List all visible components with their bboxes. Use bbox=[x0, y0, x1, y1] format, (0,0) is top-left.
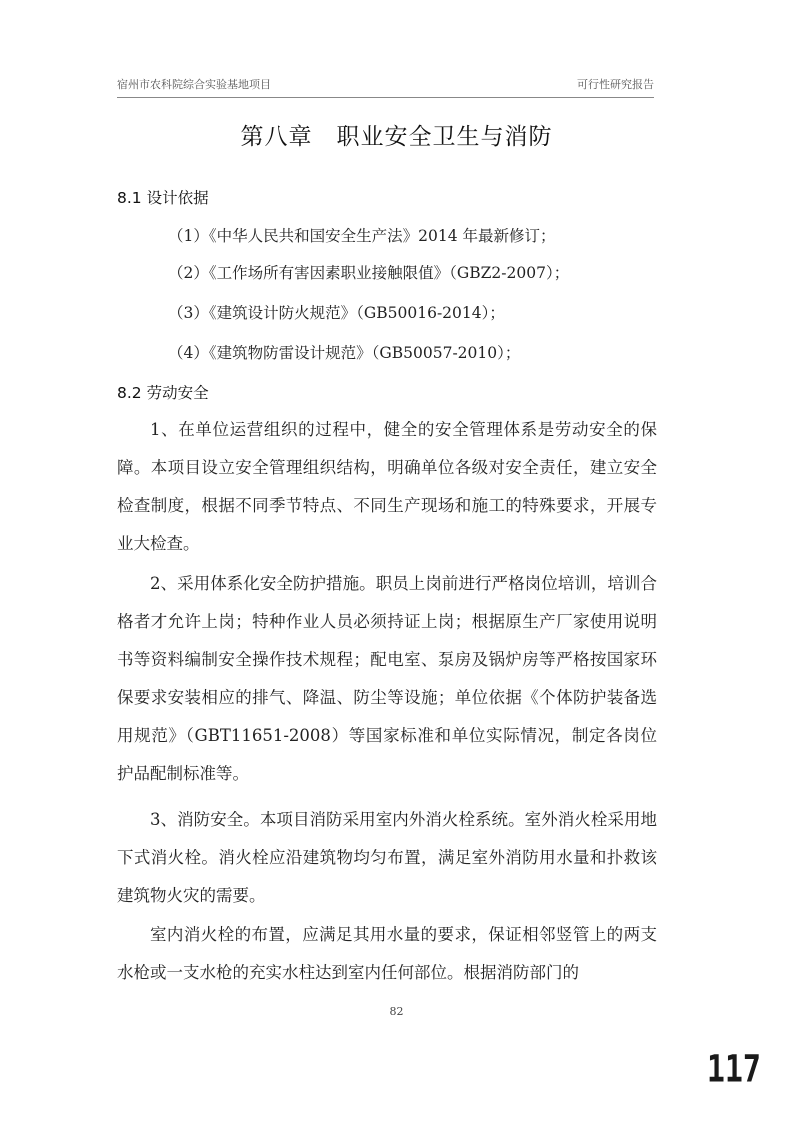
reference-item-4: （4）《建筑物防雷设计规范》（GB50057-2010）； bbox=[168, 344, 521, 362]
page-number: 82 bbox=[389, 1005, 404, 1018]
stamped-sheet-number: 117 bbox=[706, 1047, 761, 1092]
header-project-name: 宿州市农科院综合实验基地项目 bbox=[117, 78, 271, 91]
paragraph-3: 3、消防安全。本项目消防采用室内外消火栓系统。室外消火栓采用地下式消火栓。消火栓应沿建筑物均匀布置，满足室外消防用水量和扑救该建筑物火灾的需要。 bbox=[117, 810, 657, 905]
header-report-type: 可行性研究报告 bbox=[577, 78, 654, 91]
paragraph-2: 2、采用体系化安全防护措施。职员上岗前进行严格岗位培训，培训合格者才允许上岗；特种作业人员必须持证上岗；根据原生产厂家使用说明书等资料编制安全操作技术规程；配电室、泵房及锅炉房等严格按国家环保要求安装相应的排气、降温、防尘等设施；单位依据《个体防护装备选用规范》（GBT11651-2008）等国家标准和单位实际情况，制定各岗位护品配制标准等。 bbox=[117, 574, 657, 783]
paragraph-4: 室内消火栓的布置，应满足其用水量的要求，保证相邻竖管上的两支水枪或一支水枪的充实水柱达到室内任何部位。根据消防部门的 bbox=[117, 925, 657, 982]
section-heading-8-2: 8.2 劳动安全 bbox=[117, 384, 209, 402]
chapter-title: 第八章 职业安全卫生与消防 bbox=[240, 124, 553, 150]
section-heading-8-1: 8.1 设计依据 bbox=[117, 189, 209, 207]
reference-item-2: （2）《工作场所有害因素职业接触限值》（GBZ2-2007）； bbox=[168, 264, 570, 282]
reference-item-3: （3）《建筑设计防火规范》（GB50016-2014）； bbox=[168, 304, 505, 322]
paragraph-1: 1、在单位运营组织的过程中，健全的安全管理体系是劳动安全的保障。本项目设立安全管理组织结构，明确单位各级对安全责任，建立安全检查制度，根据不同季节特点、不同生产现场和施工的特殊要求，开展专业大检查。 bbox=[117, 420, 657, 553]
header-divider bbox=[117, 97, 654, 98]
reference-item-1: （1）《中华人民共和国安全生产法》2014 年最新修订； bbox=[168, 227, 556, 245]
